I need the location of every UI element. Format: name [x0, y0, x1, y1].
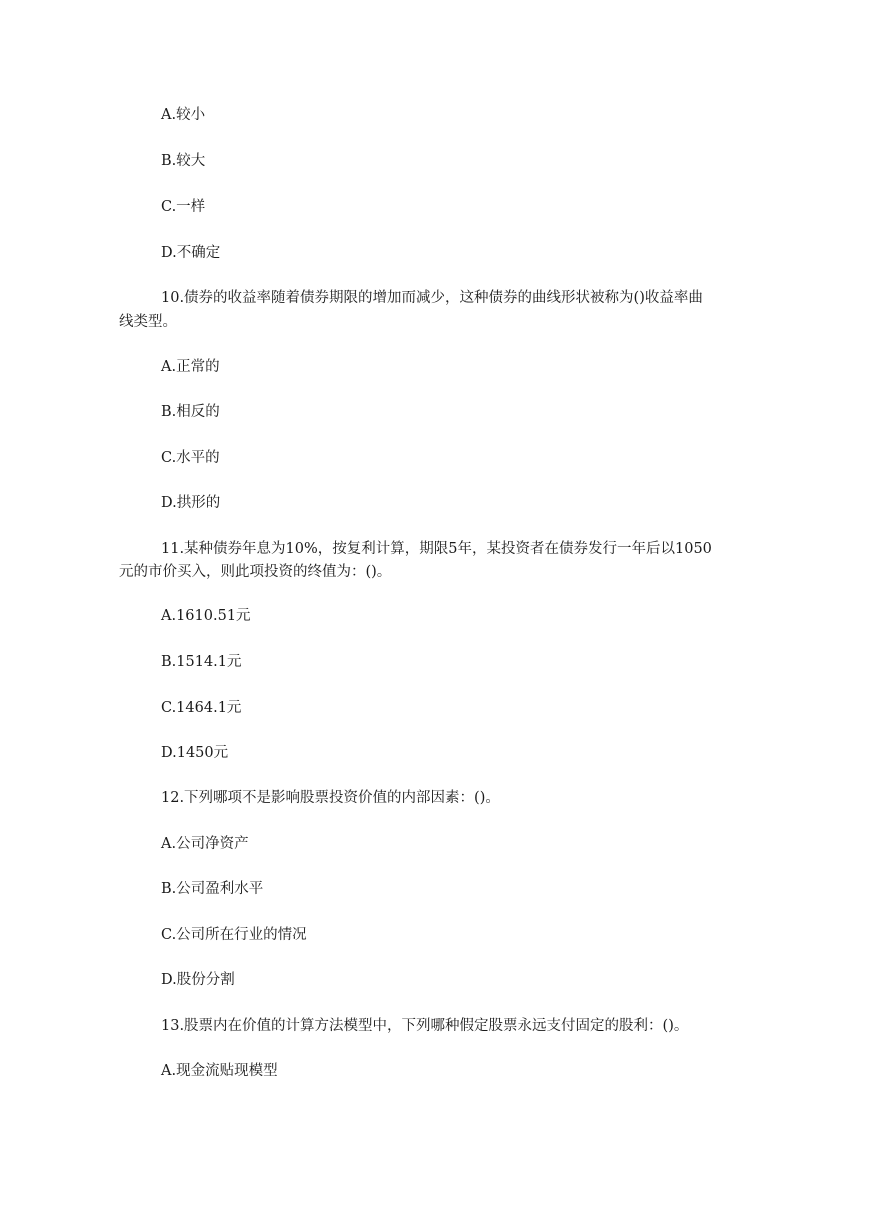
q13-stem: 13.股票内在价值的计算方法模型中，下列哪种假定股票永远支付固定的股利：()。 [161, 1018, 689, 1034]
q11-stem-line2: 元的市价买入，则此项投资的终值为：()。 [119, 564, 392, 580]
q10-option-a: A.正常的 [161, 359, 220, 375]
q10-stem-line1: 10.债券的收益率随着债券期限的增加而减少，这种债券的曲线形状被称为()收益率曲 [161, 290, 703, 306]
q11-option-a: A.1610.51元 [161, 608, 251, 624]
q11-option-d: D.1450元 [161, 745, 229, 761]
q11-option-c: C.1464.1元 [161, 700, 242, 716]
q10-option-b: B.相反的 [161, 404, 220, 420]
q12-stem: 12.下列哪项不是影响股票投资价值的内部因素：()。 [161, 790, 500, 806]
q13-option-a: A.现金流贴现模型 [161, 1063, 278, 1079]
q11-stem-line1: 11.某种债券年息为10%，按复利计算，期限5年，某投资者在债券发行一年后以1050 [161, 541, 712, 557]
q9-option-c: C.一样 [161, 199, 206, 215]
q9-option-d: D.不确定 [161, 245, 221, 261]
q10-stem-line2: 线类型。 [119, 314, 177, 330]
q12-option-c: C.公司所在行业的情况 [161, 927, 307, 943]
q11-option-b: B.1514.1元 [161, 654, 242, 670]
q9-option-b: B.较大 [161, 153, 206, 169]
q12-option-a: A.公司净资产 [161, 836, 249, 852]
q12-option-d: D.股份分割 [161, 972, 235, 988]
q9-option-a: A.较小 [161, 107, 206, 123]
q12-option-b: B.公司盈利水平 [161, 881, 264, 897]
q10-option-c: C.水平的 [161, 450, 220, 466]
q10-option-d: D.拱形的 [161, 495, 221, 511]
